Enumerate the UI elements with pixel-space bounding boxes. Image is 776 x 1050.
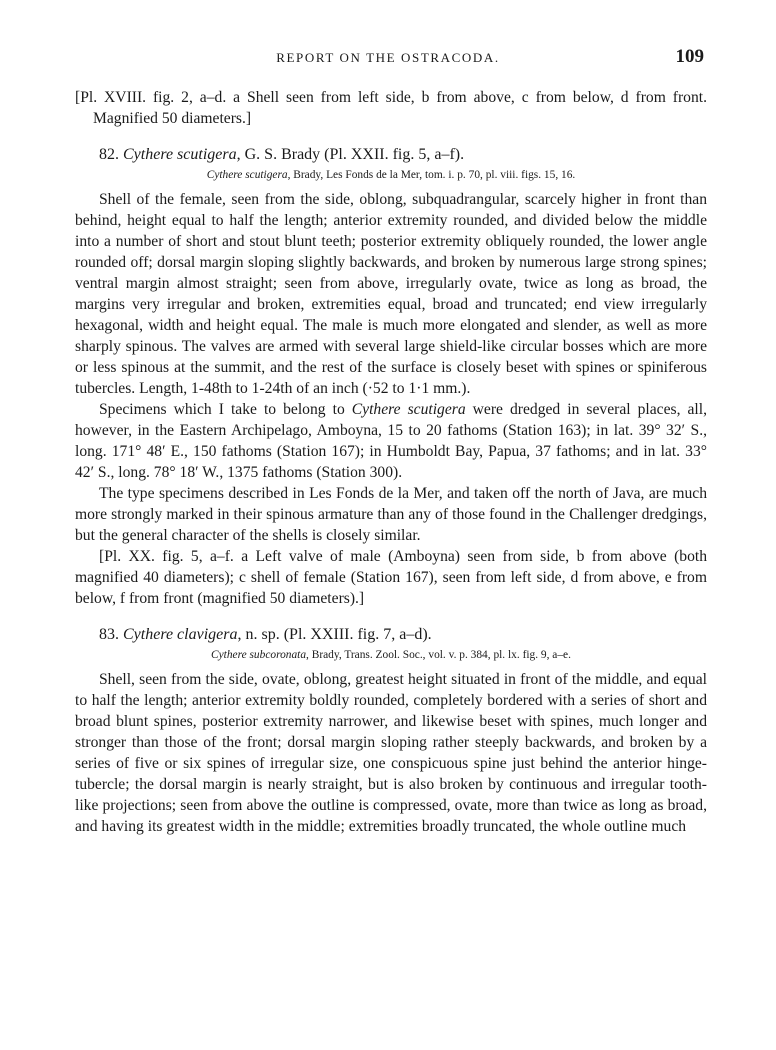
- synonym-reference: , Brady, Les Fonds de la Mer, tom. i. p. 70, pl. viii. figs. 15, 16.: [287, 169, 576, 181]
- description-83: Shell, seen from the side, ovate, oblong, greatest height situated in front of the middle, and equal to half the length; anterior extremity boldly rounded, completely bordered with a series of short and broad blunt spines, posterior extremity narrower, and likewise beset with spines, much longer and stronger than those of the front; dorsal margin sloping rather steeply backwards, and broken by a series of five or six spines of irregular size, one conspicuous spine just behind the anterior hinge-tubercle; the dorsal margin is nearly straight, but is also broken by continuous and irregular tooth-like projections; seen from above the outline is compressed, ovate, more than twice as long as broad, and having its greatest width in the middle; extremities broadly truncated, the whole outline much: [75, 671, 707, 835]
- species-number: 83.: [99, 626, 119, 643]
- running-header: [0, 46, 776, 70]
- species-name: Cythere scutigera: [123, 146, 237, 163]
- species-number: 82.: [99, 146, 119, 163]
- species-heading-rest: , G. S. Brady (Pl. XXII. fig. 5, a–f).: [236, 146, 465, 163]
- species-name: Cythere clavigera: [123, 626, 238, 643]
- plate-note-82: [Pl. XX. fig. 5, a–f. a Left valve of male (Amboyna) seen from side, b from above (both magnified 40 diameters); c shell of female (Station 167), seen from left side, d from above, e from below, f from front (magnified 50 diameters).]: [75, 548, 707, 607]
- species-heading-83: [99, 624, 707, 645]
- plate-note-81: [Pl. XVIII. fig. 2, a–d. a Shell seen from left side, b from above, c from below, d from front. Magnified 50 diameters.]: [75, 89, 707, 127]
- synonym-species: Cythere subcoronata: [211, 649, 307, 661]
- running-title: REPORT ON THE OSTRACODA.: [276, 50, 500, 65]
- specimens-82: [75, 399, 707, 483]
- synonym-species: Cythere scutigera: [206, 169, 288, 181]
- specimens-species: Cythere scutigera: [351, 401, 466, 418]
- synonymy-83: [75, 646, 707, 664]
- synonymy-82: [75, 166, 707, 184]
- synonym-reference: , Brady, Trans. Zool. Soc., vol. v. p. 384, pl. lx. fig. 9, a–e.: [306, 649, 571, 661]
- species-heading-82: [99, 144, 707, 165]
- specimens-text-start: Specimens which I take to belong to: [99, 401, 352, 418]
- type-note-82: The type specimens described in Les Fonds de la Mer, and taken off the north of Java, are much more strongly marked in their spinous armature than any of those found in the Challenger dredgings, but the general character of the shells is closely similar.: [75, 485, 707, 544]
- description-82: Shell of the female, seen from the side, oblong, subquadrangular, scarcely higher in front than behind, height equal to half the length; anterior extremity rounded, and divided below the middle into a number of short and stout blunt teeth; posterior extremity obliquely rounded, the lower angle rounded off; dorsal margin sloping slightly backwards, and broken by numerous large strong spines; ventral margin almost straight; seen from above, irregularly ovate, twice as long as broad, the margins very irregular and broken, extremities equal, broad and truncated; end view irregularly hexagonal, width and height equal. The male is much more elongated and slender, as well as more sharply spinous. The valves are armed with several large shield-like circular bosses which are more or less spinous at the summit, and the rest of the surface is closely beset with spines or spiniferous tubercles. Length, 1-48th to 1-24th of an inch (·52 to 1·1 mm.).: [75, 191, 707, 397]
- species-heading-rest: , n. sp. (Pl. XXIII. fig. 7, a–d).: [237, 626, 432, 643]
- page-number: 109: [675, 46, 704, 67]
- specimens-text-end: were dredged in several places, all, however, in the Eastern Archipelago, Amboyna, 15 to 20 fathoms (Station 163); in lat. 39° 32′ S., long. 171° 48′ E., 150 fathoms (Station 167); in Humboldt Bay, Papua, 37 fathoms; and in lat. 33° 42′ S., long. 78° 18′ W., 1375 fathoms (Station 300).: [75, 401, 707, 481]
- page-body: [75, 87, 707, 837]
